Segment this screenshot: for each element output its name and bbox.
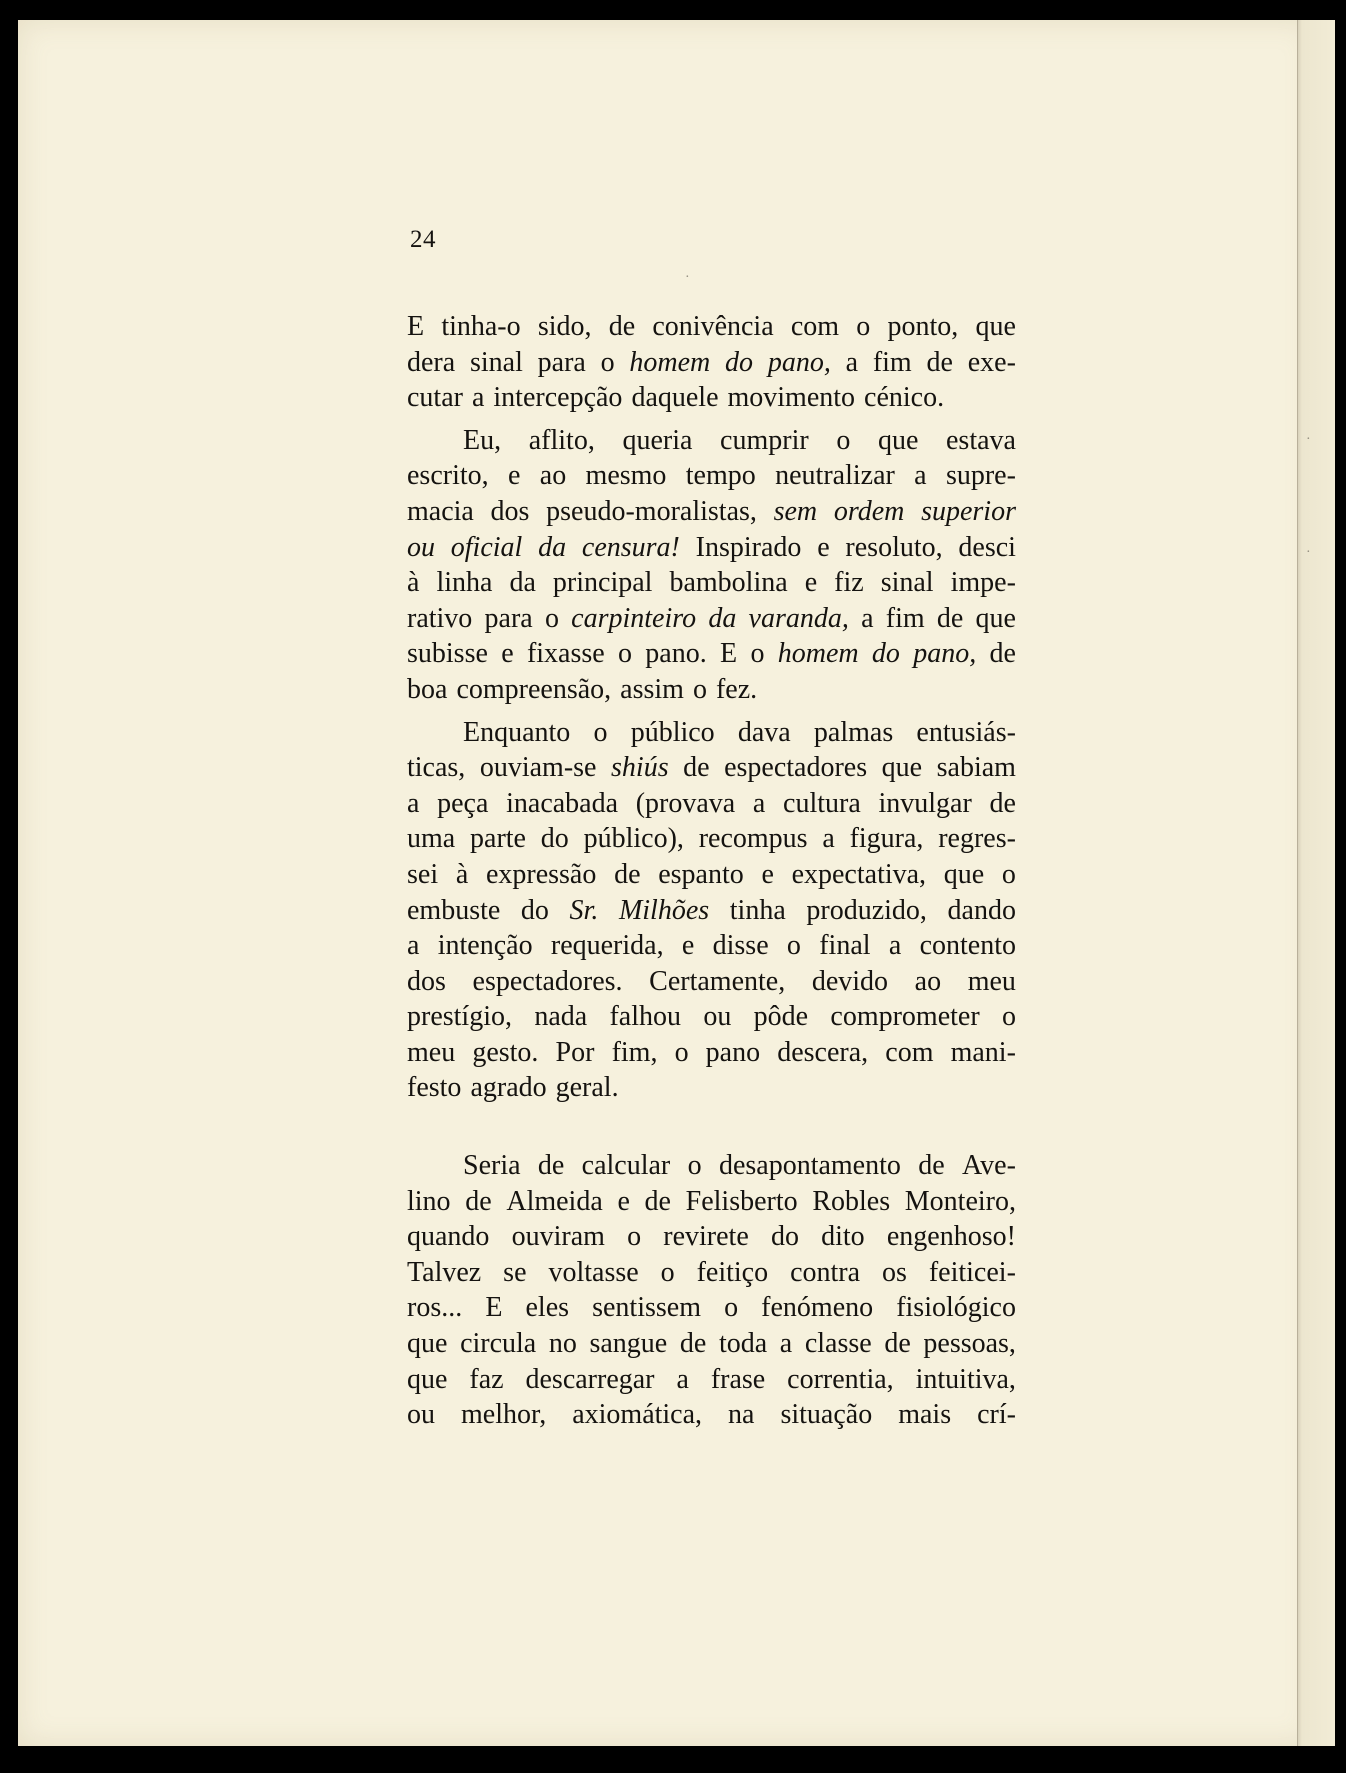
- word: contra: [790, 1256, 861, 1288]
- word: descarregar: [525, 1363, 655, 1395]
- word: descera,: [777, 1036, 869, 1068]
- word: pessoas,: [923, 1328, 1016, 1360]
- word: axiomática,: [572, 1399, 703, 1431]
- word: escrito,: [407, 460, 489, 492]
- word: daquele: [631, 382, 719, 414]
- word: ros...: [407, 1292, 463, 1324]
- word: sei: [407, 858, 439, 890]
- word: com: [885, 1036, 934, 1068]
- word: linha: [436, 567, 493, 599]
- word: de: [989, 638, 1016, 670]
- word: público: [630, 716, 715, 748]
- word: ou: [407, 1399, 435, 1431]
- word: a: [888, 930, 902, 962]
- text-line: [407, 530, 1016, 566]
- text-line: [407, 380, 1016, 416]
- word: sabiam: [936, 752, 1016, 784]
- word: o: [618, 638, 632, 670]
- word: circula: [460, 1328, 537, 1360]
- word: com: [790, 311, 840, 342]
- word: o: [687, 1150, 702, 1182]
- word: frase: [710, 1363, 766, 1395]
- word: faz: [469, 1363, 504, 1395]
- word: Sr.: [569, 894, 599, 926]
- word: a: [914, 460, 927, 492]
- word: espectadores.: [472, 965, 623, 997]
- word: revirete: [663, 1221, 749, 1253]
- word: público),: [583, 823, 684, 855]
- word: cultura: [783, 787, 861, 819]
- word: o: [593, 716, 608, 748]
- word: ao: [914, 965, 942, 997]
- word: desapontamento: [718, 1150, 901, 1182]
- word: a: [822, 823, 835, 855]
- word: carpinteiro: [571, 602, 697, 634]
- word: entusiás-: [916, 716, 1016, 748]
- word: final: [819, 930, 871, 962]
- word: Robles: [812, 1185, 891, 1217]
- text-line: [407, 636, 1016, 672]
- word: de: [608, 311, 636, 342]
- word: a: [861, 602, 874, 634]
- word: lino: [407, 1185, 451, 1217]
- word: situação: [780, 1399, 873, 1431]
- text-line: [407, 1362, 1016, 1398]
- word: Eu,: [463, 424, 502, 456]
- word: pano: [705, 1036, 761, 1068]
- word: Milhões: [618, 894, 710, 926]
- word: supre-: [945, 460, 1016, 492]
- word: nada: [534, 1001, 588, 1033]
- text-line: [407, 1184, 1016, 1220]
- word: tinha: [729, 894, 786, 926]
- word: fiz: [834, 567, 864, 599]
- word: comprometer: [830, 1001, 980, 1033]
- word: à: [455, 858, 469, 890]
- word: movimento: [727, 382, 856, 414]
- text-line: [407, 1070, 1016, 1106]
- word: Monteiro,: [904, 1185, 1016, 1217]
- word: festo: [407, 1072, 462, 1104]
- word: geral.: [555, 1072, 619, 1104]
- word: de: [884, 1328, 911, 1360]
- word: da: [538, 531, 567, 563]
- word: a: [779, 1328, 793, 1360]
- word: e: [804, 567, 818, 599]
- word: devido: [811, 965, 889, 997]
- text-line: [407, 964, 1016, 1000]
- text-line: [407, 715, 1016, 751]
- word: (provava: [635, 787, 736, 819]
- word: E: [407, 311, 425, 342]
- word: regres-: [938, 823, 1016, 855]
- text-line: [407, 423, 1016, 459]
- body-text: [407, 309, 1016, 1433]
- word: os: [881, 1256, 907, 1288]
- word: bambolina: [669, 567, 788, 599]
- word: que: [943, 858, 985, 890]
- word: queria: [622, 424, 693, 456]
- word: cutar: [407, 382, 463, 414]
- text-line: [407, 1148, 1016, 1184]
- word: a: [845, 346, 859, 378]
- text-line: [407, 999, 1016, 1035]
- word: e: [681, 930, 695, 962]
- word: classe: [804, 1328, 872, 1360]
- word: intenção: [437, 930, 533, 962]
- word: tinha-o: [441, 311, 521, 342]
- word: a: [752, 787, 766, 819]
- word: o: [786, 930, 801, 962]
- word: recompus: [698, 823, 808, 855]
- word: fenómeno: [761, 1292, 874, 1324]
- word: dera: [407, 346, 456, 378]
- word: contento: [919, 930, 1016, 962]
- word: para: [484, 602, 533, 634]
- word: estava: [946, 424, 1016, 456]
- word: rativo: [407, 602, 473, 634]
- word: oficial: [450, 531, 523, 563]
- word: mesmo: [585, 460, 667, 492]
- text-line: [407, 1326, 1016, 1362]
- text-line: [407, 458, 1016, 494]
- word: E: [485, 1292, 503, 1324]
- word: falhou: [609, 1001, 682, 1033]
- word: sinal: [880, 567, 934, 599]
- word: parte: [470, 823, 526, 855]
- word: meu: [967, 965, 1016, 997]
- word: requerida,: [550, 930, 664, 962]
- section-gap: [407, 1106, 1016, 1148]
- word: Talvez: [407, 1256, 482, 1288]
- word: de: [683, 752, 710, 784]
- word: ordem: [833, 495, 905, 527]
- text-line: [407, 821, 1016, 857]
- word: o: [692, 673, 707, 705]
- word: de: [989, 787, 1016, 819]
- print-speck: ·: [685, 270, 690, 285]
- word: dos: [407, 965, 446, 997]
- word: aflito,: [528, 424, 595, 456]
- word: o: [660, 1256, 675, 1288]
- word: o: [750, 638, 765, 670]
- word: a: [407, 930, 420, 962]
- word: subisse: [407, 638, 488, 670]
- word: de: [537, 1150, 565, 1182]
- word: intercepção: [493, 382, 623, 414]
- word: gesto.: [472, 1036, 539, 1068]
- word: sentissem: [592, 1292, 701, 1324]
- word: impe-: [950, 567, 1016, 599]
- word: e: [761, 858, 774, 890]
- text-line: [407, 786, 1016, 822]
- word: dito: [821, 1221, 865, 1253]
- word: dos: [490, 495, 530, 527]
- word: E: [720, 638, 738, 670]
- word: que: [975, 602, 1016, 634]
- word: quando: [407, 1221, 490, 1253]
- word: espectadores: [724, 752, 868, 784]
- word: engenhoso!: [886, 1221, 1016, 1253]
- word: para: [537, 346, 586, 378]
- text-line: [407, 1290, 1016, 1326]
- word: Certamente,: [649, 965, 786, 997]
- word: embuste: [407, 894, 501, 926]
- word: de: [679, 1328, 707, 1360]
- word: pano,: [767, 346, 831, 378]
- word: do: [770, 1221, 799, 1253]
- text-line: [407, 309, 1016, 345]
- word: ouviram: [511, 1221, 605, 1253]
- word: pano.: [645, 638, 707, 670]
- word: ou: [703, 1001, 732, 1033]
- word: sangue: [589, 1328, 668, 1360]
- text-line: [407, 1035, 1016, 1071]
- word: Por: [555, 1036, 595, 1068]
- facing-page-edge: [1297, 20, 1335, 1746]
- word: que: [877, 424, 919, 456]
- word: Seria: [463, 1150, 521, 1182]
- word: o: [674, 1036, 689, 1068]
- word: do: [540, 823, 569, 855]
- word: invulgar: [878, 787, 972, 819]
- word: intuitiva,: [915, 1363, 1016, 1395]
- word: figura,: [849, 823, 924, 855]
- word: do: [520, 894, 549, 926]
- word: disse: [712, 930, 769, 962]
- word: cénico.: [864, 382, 945, 414]
- text-line: [407, 1397, 1016, 1433]
- word: varanda,: [748, 602, 849, 634]
- word: calcular: [581, 1150, 671, 1182]
- word: peça: [437, 787, 489, 819]
- word: ou: [407, 531, 435, 563]
- word: de: [926, 346, 953, 378]
- word: que: [407, 1328, 448, 1360]
- word: Ave-: [962, 1150, 1016, 1182]
- word: o: [544, 602, 559, 634]
- word: expectativa,: [791, 858, 927, 890]
- word: ouviam-se: [479, 752, 597, 784]
- word: principal: [552, 567, 653, 599]
- word: melhor,: [461, 1399, 547, 1431]
- text-line: [407, 1219, 1016, 1255]
- word: e: [617, 1185, 630, 1217]
- word: o: [836, 424, 851, 456]
- word: a: [676, 1363, 689, 1395]
- text-line: [407, 565, 1016, 601]
- word: inacabada: [506, 787, 619, 819]
- word: o: [724, 1292, 739, 1324]
- word: de: [614, 858, 641, 890]
- word: de: [465, 1185, 492, 1217]
- word: uma: [407, 823, 456, 855]
- margin-speck: ·: [1306, 432, 1311, 447]
- text-line: [407, 345, 1016, 381]
- word: se: [503, 1256, 527, 1288]
- text-line: [407, 928, 1016, 964]
- word: na: [728, 1399, 755, 1431]
- word: macia: [407, 495, 474, 527]
- word: Felisberto: [685, 1185, 798, 1217]
- word: toda: [718, 1328, 768, 1360]
- word: o: [1001, 1001, 1016, 1033]
- word: sem: [773, 495, 818, 527]
- word: tempo: [685, 460, 756, 492]
- word: dava: [737, 716, 791, 748]
- text-line: [407, 1255, 1016, 1291]
- word: pôde: [753, 1001, 809, 1033]
- paragraph-gap: [407, 416, 1016, 423]
- word: no: [548, 1328, 577, 1360]
- word: e: [817, 531, 830, 563]
- word: fez.: [715, 673, 758, 705]
- word: homem: [629, 346, 711, 378]
- word: o: [627, 1221, 642, 1253]
- word: do: [871, 638, 900, 670]
- word: crí-: [977, 1399, 1016, 1431]
- word: superior: [921, 495, 1016, 527]
- word: feitiço: [696, 1256, 769, 1288]
- word: a: [407, 787, 420, 819]
- word: à: [407, 567, 420, 599]
- word: o: [856, 311, 871, 342]
- text-line: [407, 857, 1016, 893]
- word: meu: [407, 1036, 456, 1068]
- word: conivência: [652, 311, 774, 342]
- word: que: [407, 1363, 448, 1395]
- word: de: [918, 1150, 945, 1182]
- word: resoluto,: [845, 531, 943, 563]
- word: compreensão,: [456, 673, 612, 705]
- word: que: [975, 311, 1016, 342]
- word: agrado: [470, 1072, 547, 1104]
- text-line: [407, 672, 1016, 708]
- word: fisiológico: [896, 1292, 1016, 1324]
- word: prestígio,: [407, 1001, 512, 1033]
- word: produzido,: [806, 894, 927, 926]
- word: o: [600, 346, 615, 378]
- word: ticas,: [407, 752, 466, 784]
- paragraph-gap: [407, 708, 1016, 715]
- word: fim: [885, 602, 925, 634]
- word: da: [509, 567, 536, 599]
- word: o: [1001, 858, 1016, 890]
- word: ao: [539, 460, 567, 492]
- word: a: [471, 382, 485, 414]
- word: shiús: [611, 752, 669, 784]
- word: mani-: [950, 1036, 1016, 1068]
- word: pano,: [913, 638, 977, 670]
- word: e: [507, 460, 521, 492]
- word: fim: [872, 346, 912, 378]
- word: de: [936, 602, 964, 634]
- word: mais: [898, 1399, 952, 1431]
- word: fim,: [611, 1036, 658, 1068]
- word: expressão: [485, 858, 597, 890]
- word: de: [644, 1185, 671, 1217]
- word: espanto: [658, 858, 744, 890]
- word: neutralizar: [775, 460, 895, 492]
- word: eles: [525, 1292, 570, 1324]
- word: exe-: [967, 346, 1016, 378]
- page-number: 24: [410, 226, 436, 253]
- word: dando: [947, 894, 1016, 926]
- word: censura!: [581, 531, 680, 563]
- word: ponto,: [887, 311, 959, 342]
- word: e: [501, 638, 514, 670]
- text-line: [407, 893, 1016, 929]
- word: fixasse: [526, 638, 605, 670]
- word: assim: [620, 673, 684, 705]
- word: correntia,: [787, 1363, 894, 1395]
- margin-speck: ·: [1306, 545, 1311, 560]
- word: boa: [407, 673, 448, 705]
- word: que: [881, 752, 923, 784]
- word: palmas: [813, 716, 894, 748]
- word: sinal: [469, 346, 523, 378]
- word: feiticei-: [928, 1256, 1016, 1288]
- text-line: [407, 494, 1016, 530]
- word: sido,: [537, 311, 592, 342]
- word: homem: [777, 638, 859, 670]
- word: do: [725, 346, 754, 378]
- word: Inspirado: [695, 531, 802, 563]
- word: Almeida: [506, 1185, 603, 1217]
- word: pseudo-moralistas,: [546, 495, 757, 527]
- text-line: [407, 750, 1016, 786]
- text-line: [407, 601, 1016, 637]
- word: voltasse: [548, 1256, 639, 1288]
- word: Enquanto: [463, 716, 571, 748]
- word: da: [708, 602, 737, 634]
- word: cumprir: [720, 424, 809, 456]
- word: desci: [958, 531, 1016, 563]
